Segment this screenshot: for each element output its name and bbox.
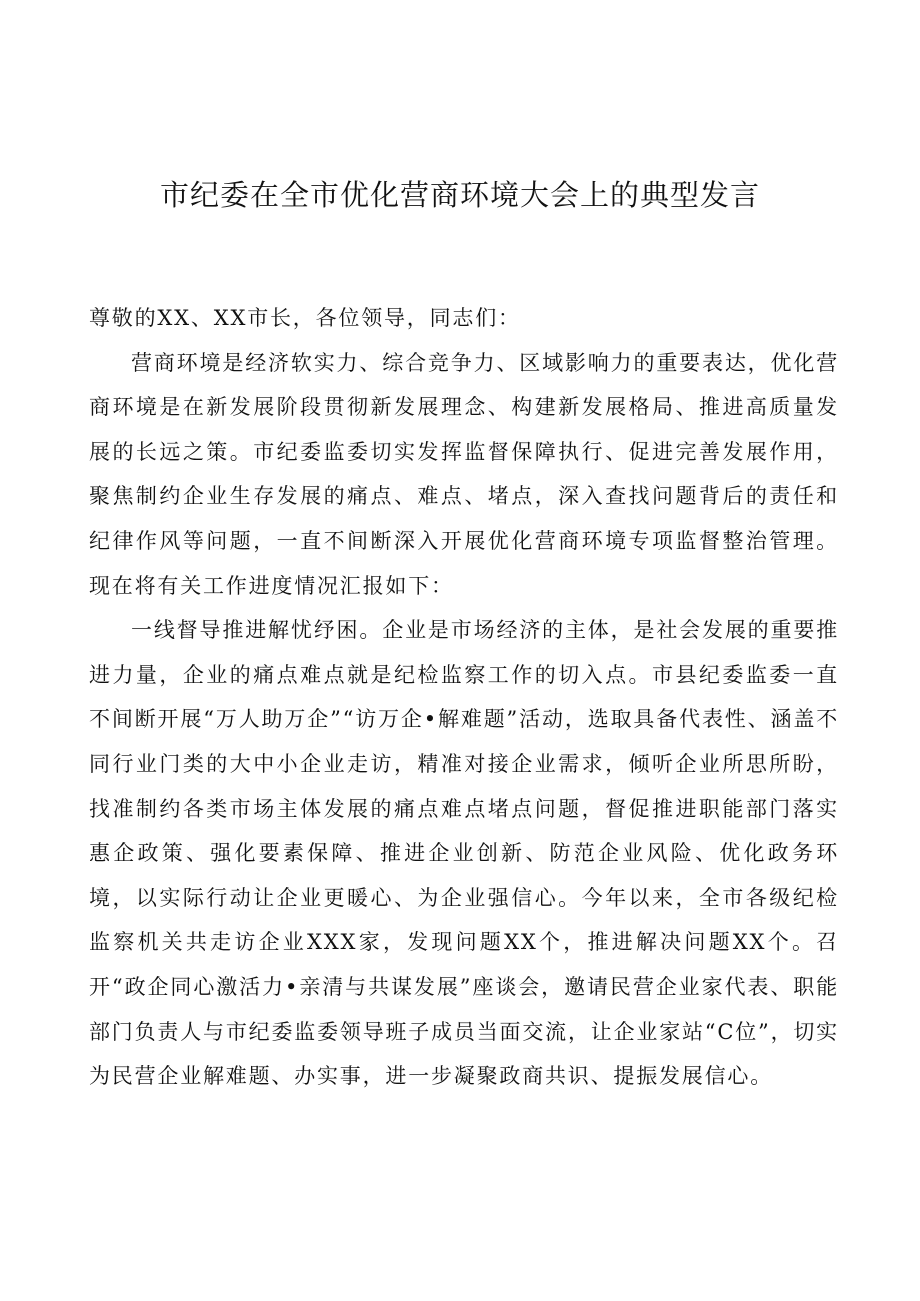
paragraph-frontline-supervision: 一线督导推进解忧纾困。企业是市场经济的主体，是社会发展的重要推进力量，企业的痛点难点就是纪检监察工作的切入点。市县纪委监委一直不间断开展“万人助万企”“访万企•解难题”活动，选取具备代表性、涵盖不同行业门类的大中小企业走访，精准对接企业需求，倾听企业所思所盼，找准制约各类市场主体发展的痛点难点堵点问题，督促推进职能部门落实惠企政策、强化要素保障、推进企业创新、防范企业风险、优化政务环境，以实际行动让企业更暖心、为企业强信心。今年以来，全市各级纪检监察机关共走访企业XXX家，发现问题XX个，推进解决问题XX个。召开“政企同心激活力•亲清与共谋发展”座谈会，邀请民营企业家代表、职能部门负责人与市纪委监委领导班子成员当面交流，让企业家站“C位”，切实为民营企业解难题、办实事，进一步凝聚政商共识、提振发展信心。 — [89, 618, 839, 1089]
salutation: 尊敬的XX、XX市长，各位领导，同志们： — [89, 306, 521, 330]
document-title: 市纪委在全市优化营商环境大会上的典型发言 — [159, 178, 760, 212]
paragraph-intro: 营商环境是经济软实力、综合竞争力、区域影响力的重要表达，优化营商环境是在新发展阶段贯彻新发展理念、构建新发展格局、推进高质量发展的长远之策。市纪委监委切实发挥监督保障执行、促进完善发展作用，聚焦制约企业生存发展的痛点、难点、堵点，深入查找问题背后的责任和纪律作风等问题，一直不间断深入开展优化营商环境专项监督整治管理。现在将有关工作进度情况汇报如下： — [89, 350, 839, 598]
document-body — [89, 296, 839, 1099]
